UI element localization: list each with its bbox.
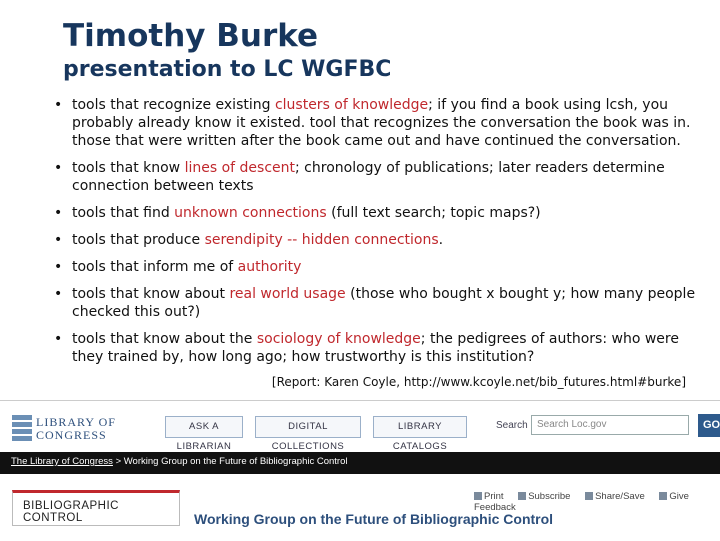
- highlight-phrase: sociology of knowledge: [256, 331, 421, 347]
- tab-ask-a-librarian[interactable]: ASK A LIBRARIAN: [165, 416, 243, 438]
- bullet-list: [52, 96, 712, 375]
- feedback-link[interactable]: Give Feedback: [474, 491, 689, 513]
- breadcrumb-separator: >: [115, 456, 122, 467]
- breadcrumb-link-home[interactable]: The Library of Congress: [11, 456, 113, 467]
- page-heading: Working Group on the Future of Bibliographic Control: [194, 511, 554, 527]
- share-icon: [585, 492, 593, 500]
- logo-text-line2: CONGRESS: [36, 428, 107, 442]
- bullet-item: • tools that produce serendipity -- hidden connections.: [54, 232, 444, 248]
- print-link[interactable]: Print: [474, 491, 510, 502]
- highlight-phrase: unknown connections: [174, 205, 327, 221]
- subscribe-link[interactable]: Subscribe: [518, 491, 576, 502]
- bullet-dot-icon: •: [54, 205, 63, 221]
- bullet-item: • tools that recognize existing clusters of knowledge; if you find a book using lcsh, you probably already know it existed. tool that recognizes the conversation the book was in. those that were written after the book came out and have continued the conversation.: [54, 97, 691, 149]
- library-of-congress-logo[interactable]: [12, 413, 122, 443]
- bullet-item: • tools that know about the sociology of knowledge; the pedigrees of authors: who were they trained by, how long ago; how trustworthy is this institution?: [54, 331, 679, 365]
- bullet-dot-icon: •: [54, 160, 63, 176]
- report-citation: [Report: Karen Coyle, http://www.kcoyle.net/bib_futures.html#burke]: [271, 375, 686, 389]
- highlight-phrase: lines of descent: [184, 160, 296, 176]
- go-button[interactable]: GO: [698, 414, 720, 437]
- search-input[interactable]: Search Loc.gov: [531, 415, 689, 435]
- page-tools: [474, 491, 720, 513]
- book-stack-icon: [12, 415, 32, 441]
- bullet-item: • tools that inform me of authority: [54, 259, 302, 275]
- highlight-phrase: serendipity -- hidden connections: [204, 232, 439, 248]
- bullet-item: • tools that know lines of descent; chronology of publications; later readers determine connection between texts: [54, 160, 665, 194]
- highlight-phrase: authority: [237, 259, 302, 275]
- slide-subtitle: presentation to LC WGFBC: [63, 57, 392, 82]
- bullet-item: • tools that find unknown connections (full text search; topic maps?): [54, 205, 541, 221]
- print-icon: [474, 492, 482, 500]
- breadcrumb-current: Working Group on the Future of Bibliographic Control: [123, 456, 348, 467]
- share-link[interactable]: Share/Save: [585, 491, 651, 502]
- bullet-dot-icon: •: [54, 232, 63, 248]
- breadcrumb: [0, 452, 720, 474]
- feedback-icon: [659, 492, 667, 500]
- tab-digital-collections[interactable]: DIGITAL COLLECTIONS: [255, 416, 361, 438]
- tab-library-catalogs[interactable]: LIBRARY CATALOGS: [373, 416, 467, 438]
- section-banner: [12, 490, 180, 526]
- embedded-webpage-screenshot: [0, 400, 720, 541]
- highlight-phrase: real world usage: [229, 286, 346, 302]
- highlight-phrase: clusters of knowledge: [274, 97, 429, 113]
- search-label: Search: [496, 420, 528, 431]
- bullet-item: • tools that know about real world usage (those who bought x bought y; how many people checked this out?): [54, 286, 696, 320]
- section-banner-label: BIBLIOGRAPHIC CONTROL: [23, 500, 119, 524]
- bullet-dot-icon: •: [54, 97, 63, 113]
- bullet-dot-icon: •: [54, 286, 63, 302]
- mail-icon: [518, 492, 526, 500]
- bullet-dot-icon: •: [54, 331, 63, 347]
- slide-title: Timothy Burke: [63, 18, 319, 54]
- bullet-dot-icon: •: [54, 259, 63, 275]
- logo-text-line1: LIBRARY OF: [36, 415, 116, 429]
